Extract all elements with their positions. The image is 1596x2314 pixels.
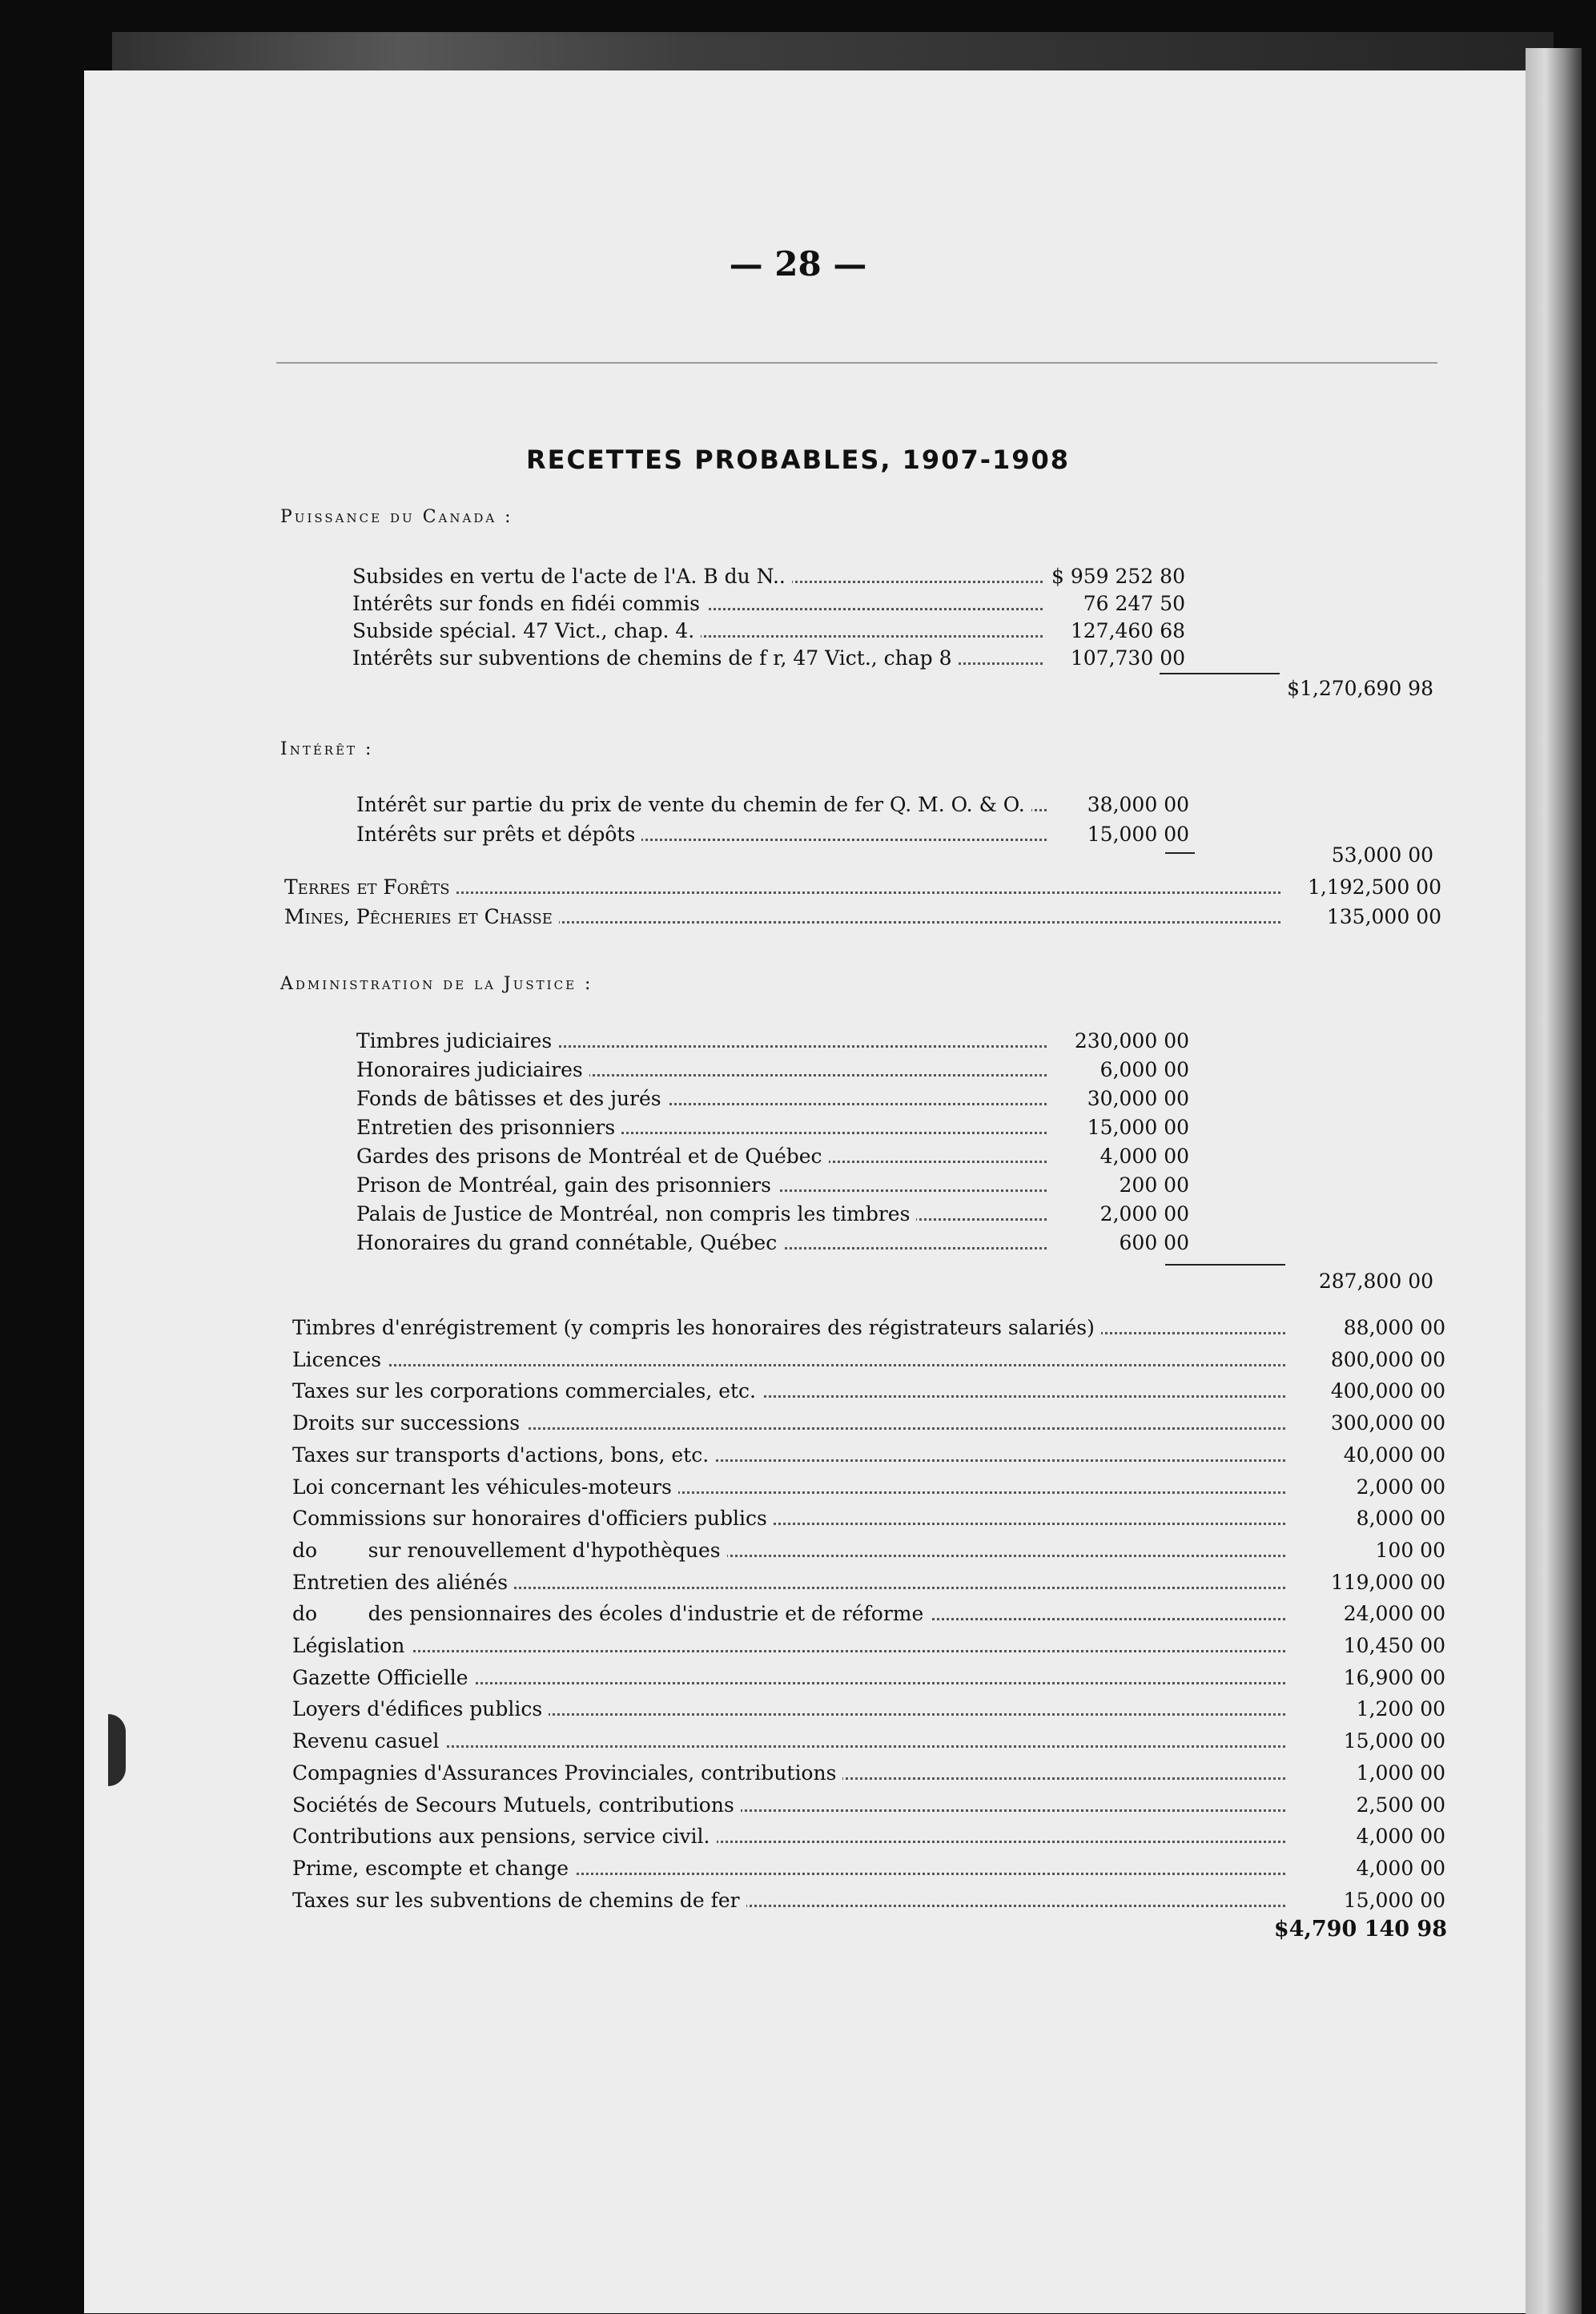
row-amount: 24,000 00 [1287, 1600, 1445, 1628]
row-amount: 15,000 00 [1287, 1886, 1445, 1915]
table-row [292, 1314, 1445, 1342]
table-row [292, 1886, 1445, 1915]
table-row [292, 1664, 1445, 1692]
table-row [292, 1822, 1445, 1851]
table-row: Intérêts sur fonds en fidéi commis 76 247 50 [352, 590, 1153, 618]
row-amount: 10,450 00 [1287, 1632, 1445, 1660]
row-label: Prime, escompte et change [292, 1854, 575, 1883]
subtotal-row: 53,000 00 [1201, 841, 1433, 870]
grand-total: $4,790 140 98 [1273, 1917, 1447, 1942]
table-row [292, 1409, 1445, 1438]
table-row: Honoraires du grand connétable, Québec 600 00 [356, 1229, 1157, 1258]
row-label: Loyers d'édifices publics [292, 1695, 549, 1724]
row-label: Taxes sur les subventions de chemins de fer [292, 1886, 746, 1915]
row-label: Contributions aux pensions, service civil. [292, 1822, 717, 1851]
row-amount: 800,000 00 [1287, 1346, 1445, 1374]
table-row [292, 1791, 1445, 1820]
table-row: Mines, Pêcheries et Chasse 135,000 00 [284, 903, 1285, 932]
subtotal-rule [1165, 1264, 1285, 1266]
header-rule [276, 362, 1437, 364]
section-heading-justice: Administration de la Justice : [280, 974, 593, 994]
row-label: do sur renouvellement d'hypothèques [292, 1536, 727, 1565]
subtotal-row: $1,270,690 98 [1201, 674, 1433, 703]
table-row: Subside spécial. 47 Vict., chap. 4. 127,460 68 [352, 617, 1153, 646]
row-amount: 1,000 00 [1287, 1759, 1445, 1788]
row-amount: 1,200 00 [1287, 1695, 1445, 1724]
row-amount: 100 00 [1287, 1536, 1445, 1565]
table-row [292, 1536, 1445, 1565]
section-heading-puissance: Puissance du Canada : [280, 507, 513, 527]
binding-notch [108, 1714, 126, 1786]
table-row [292, 1759, 1445, 1788]
page-title: RECETTES PROBABLES, 1907-1908 [525, 445, 1071, 475]
row-amount: 300,000 00 [1287, 1409, 1445, 1438]
row-label: Loi concernant les véhicules-moteurs [292, 1473, 678, 1502]
row-amount: 2,500 00 [1287, 1791, 1445, 1820]
table-row: Gardes des prisons de Montréal et de Québec 4,000 00 [356, 1142, 1157, 1171]
table-row [292, 1441, 1445, 1470]
table-row [292, 1727, 1445, 1756]
row-amount: 15,000 00 [1287, 1727, 1445, 1756]
row-label: Taxes sur transports d'actions, bons, etc. [292, 1441, 715, 1470]
row-label: Gazette Officielle [292, 1664, 475, 1692]
table-row [292, 1346, 1445, 1374]
row-amount: 8,000 00 [1287, 1504, 1445, 1533]
row-amount: 88,000 00 [1287, 1314, 1445, 1342]
row-amount: 400,000 00 [1287, 1377, 1445, 1406]
table-row [292, 1600, 1445, 1628]
table-row: Intérêts sur prêts et dépôts 15,000 00 [356, 820, 1157, 849]
table-row: Subsides en vertu de l'acte de l'A. B du N.. $ 959 252 80 [352, 562, 1153, 591]
row-label: Droits sur successions [292, 1409, 526, 1438]
row-label: Sociétés de Secours Mutuels, contributions [292, 1791, 741, 1820]
row-label: Compagnies d'Assurances Provinciales, contributions [292, 1759, 842, 1788]
row-label: Législation [292, 1632, 411, 1660]
table-row: Fonds de bâtisses et des jurés 30,000 00 [356, 1085, 1157, 1113]
table-row: Timbres judiciaires 230,000 00 [356, 1027, 1157, 1056]
table-row: Terres et Forêts 1,192,500 00 [284, 873, 1285, 902]
table-row [292, 1377, 1445, 1406]
row-label: Taxes sur les corporations commerciales, etc. [292, 1377, 762, 1406]
table-row: Prison de Montréal, gain des prisonniers 200 00 [356, 1171, 1157, 1200]
row-amount: 2,000 00 [1287, 1473, 1445, 1502]
row-amount: 4,000 00 [1287, 1854, 1445, 1883]
row-label: do des pensionnaires des écoles d'industrie et de réforme [292, 1600, 930, 1628]
table-row [292, 1568, 1445, 1597]
table-row: Palais de Justice de Montréal, non compris les timbres 2,000 00 [356, 1200, 1157, 1229]
row-amount: 16,900 00 [1287, 1664, 1445, 1692]
table-row [292, 1695, 1445, 1724]
table-row: Honoraires judiciaires 6,000 00 [356, 1056, 1157, 1085]
table-row [292, 1473, 1445, 1502]
page-number: — 28 — [729, 244, 867, 284]
table-row [292, 1504, 1445, 1533]
table-row: Intérêt sur partie du prix de vente du chemin de fer Q. M. O. & O. 38,000 00 [356, 791, 1157, 819]
row-label: Revenu casuel [292, 1727, 445, 1756]
row-label: Entretien des aliénés [292, 1568, 514, 1597]
subtotal-row: 287,800 00 [1201, 1267, 1433, 1296]
table-row: Intérêts sur subventions de chemins de f r, 47 Vict., chap 8 107,730 00 [352, 644, 1153, 673]
row-label: Timbres d'enrégistrement (y compris les honoraires des régistrateurs salariés) [292, 1314, 1101, 1342]
page-edge-shadow [1526, 48, 1582, 2314]
table-row [292, 1854, 1445, 1883]
row-label: Licences [292, 1346, 388, 1374]
table-row [292, 1632, 1445, 1660]
row-amount: 4,000 00 [1287, 1822, 1445, 1851]
row-label: Commissions sur honoraires d'officiers publics [292, 1504, 774, 1533]
row-amount: 40,000 00 [1287, 1441, 1445, 1470]
table-row: Entretien des prisonniers 15,000 00 [356, 1113, 1157, 1142]
row-amount: 119,000 00 [1287, 1568, 1445, 1597]
section-heading-interet: Intérêt : [280, 739, 374, 759]
